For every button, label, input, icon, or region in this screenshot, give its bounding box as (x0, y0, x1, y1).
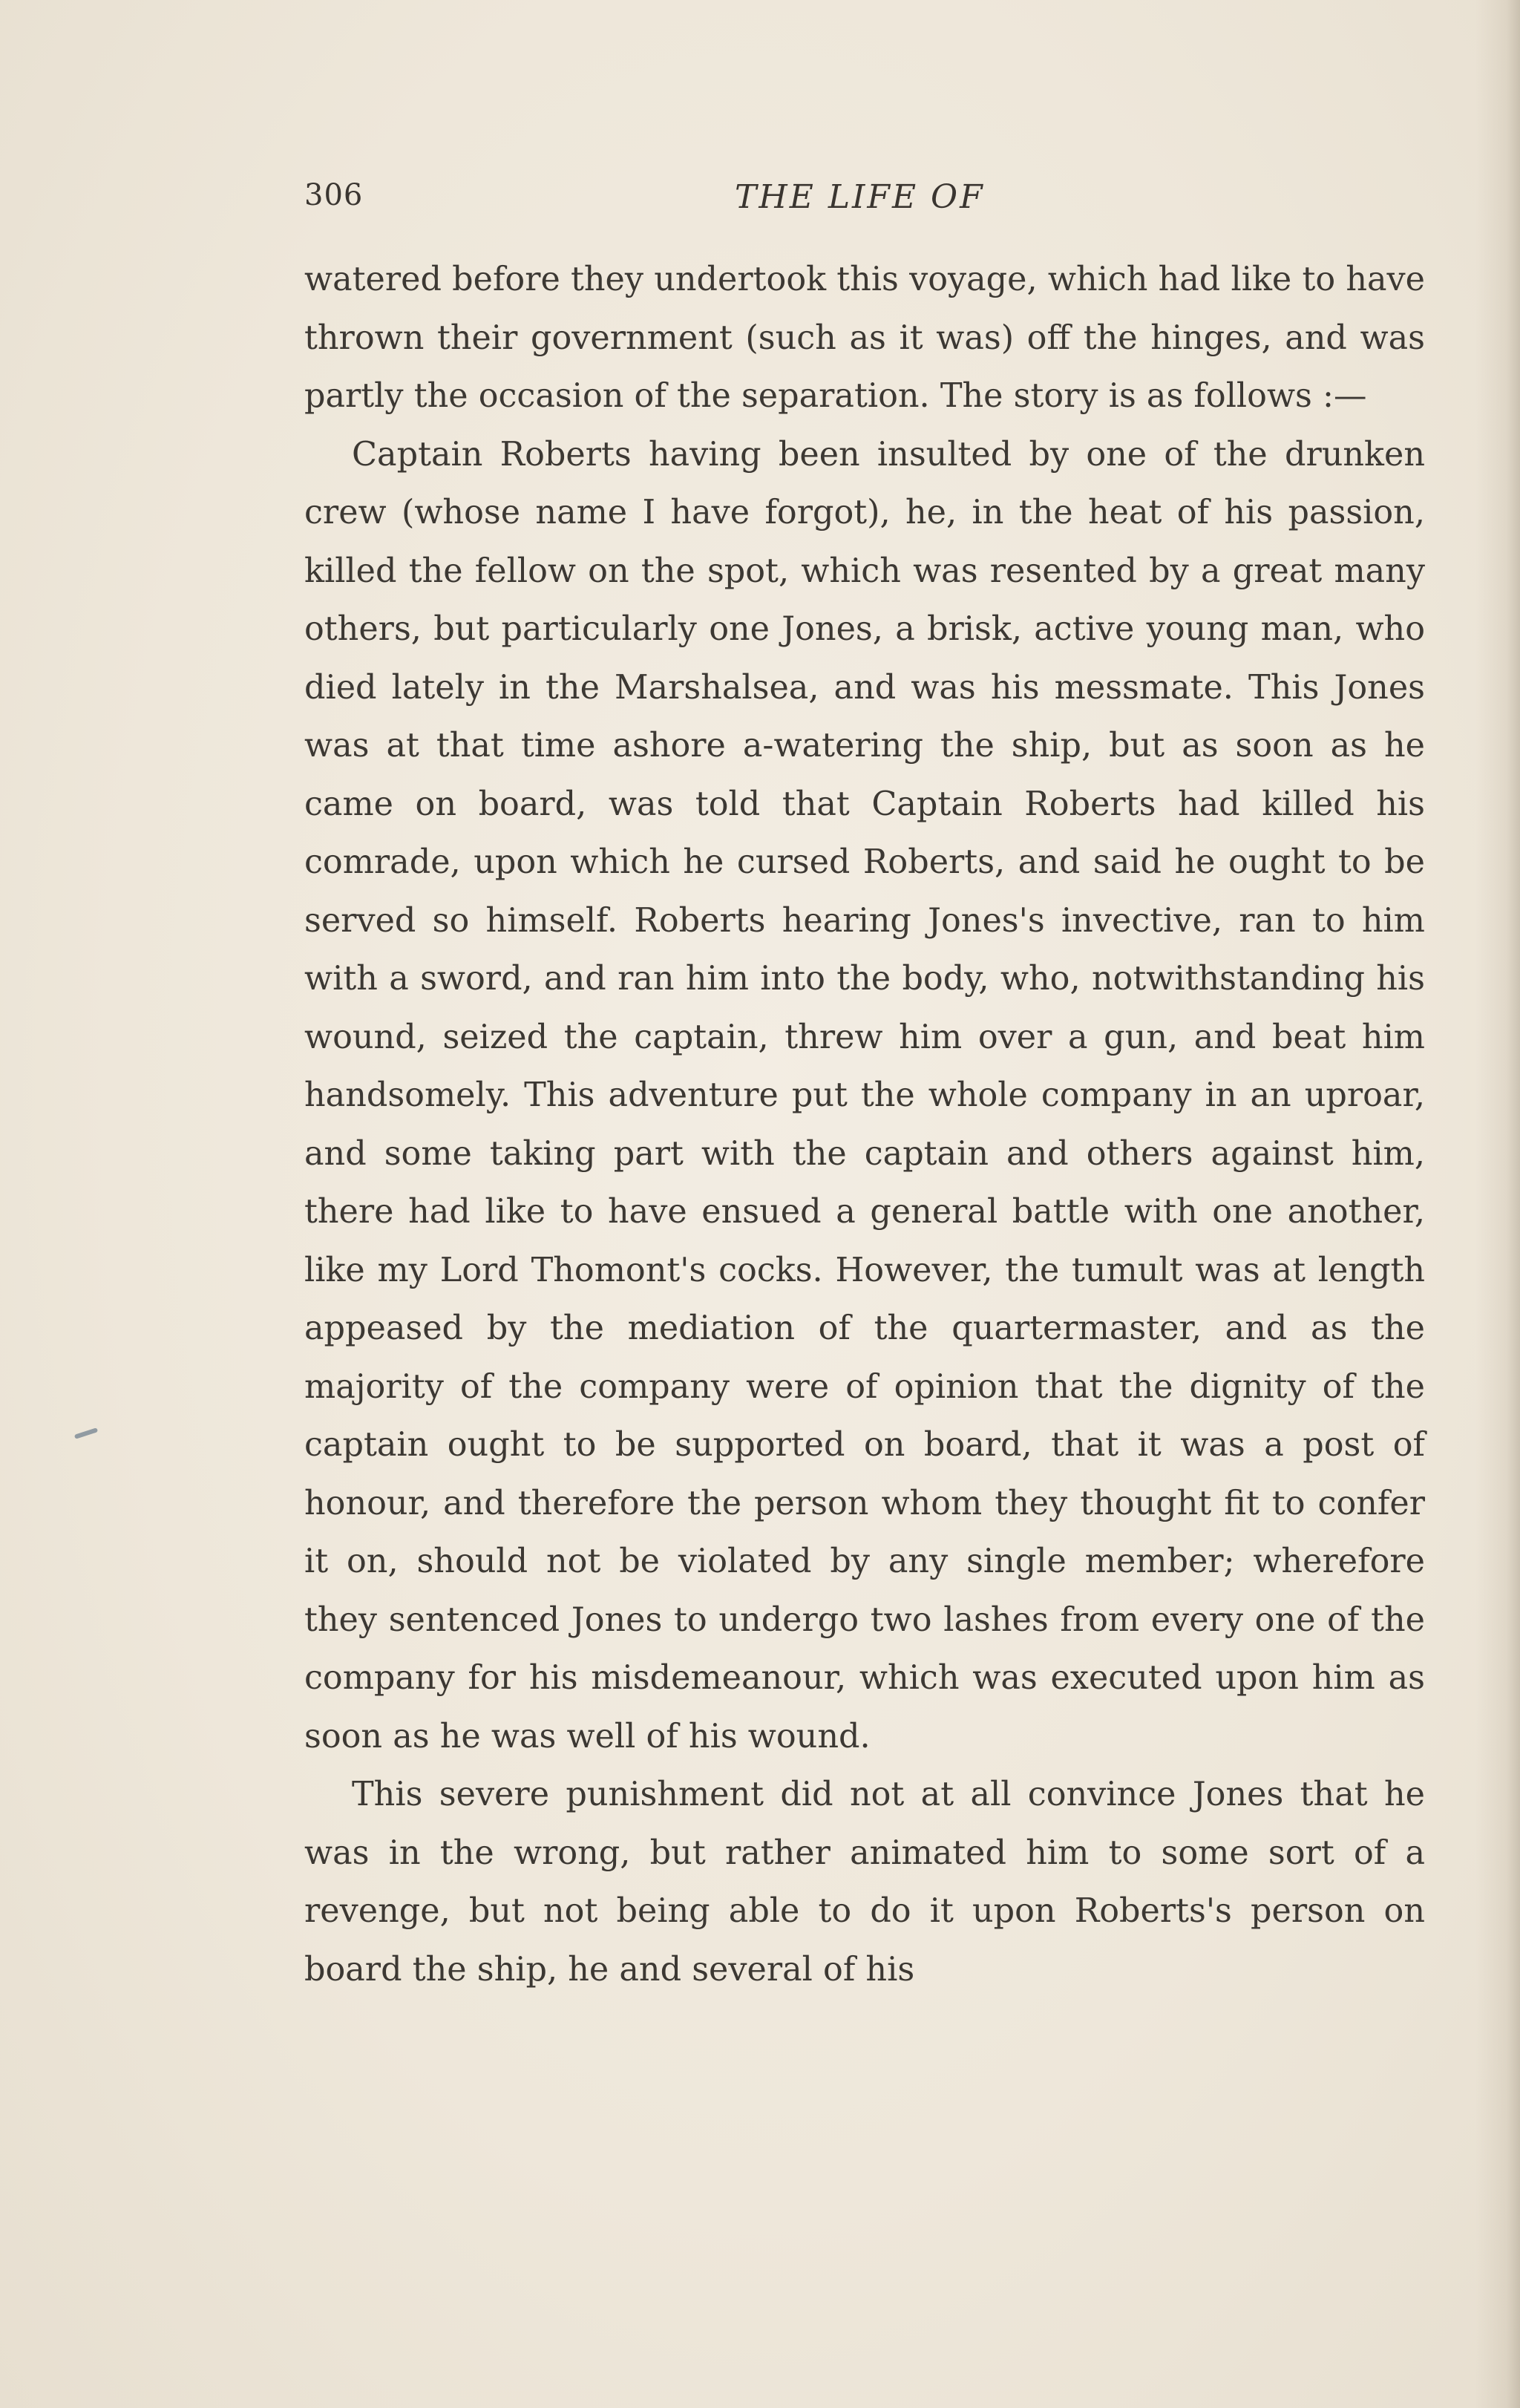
paragraph-3: This severe punishment did not at all convince Jones that he was in the wrong, but rather animated him to some sort of a revenge, but not being able to do it upon Roberts's person on board the ship, he and several of his (304, 1776, 1425, 1989)
running-head: THE LIFE OF (735, 178, 985, 216)
page-edge-shadow (1475, 0, 1520, 2408)
margin-pencil-mark (74, 1427, 98, 1439)
page-number: 306 (304, 178, 364, 212)
body-text (304, 251, 1425, 1999)
page-header (304, 178, 1425, 230)
paragraph-2: Captain Roberts having been insulted by one of the drunken crew (whose name I have forgot), he, in the heat of his passion, killed the fellow on the spot, which was resented by a great many others, but particularly one Jones, a brisk, active young man, who died lately in the Marshalsea, and was his messmate. This Jones was at that time ashore a-watering the ship, but as soon as he came on board, was told that Captain Roberts had killed his comrade, upon which he cursed Roberts, and said he ought to be served so himself. Roberts hearing Jones's invective, ran to him with a sword, and ran him into the body, who, notwithstanding his wound, seized the captain, threw him over a gun, and beat him handsomely. This adventure put the whole company in an uproar, and some taking part with the captain and others against him, there had like to have ensued a general battle with one another, like my Lord Thomont's cocks. However, the tumult was at length appeased by the mediation of the quartermaster, and as the majority of the company were of opinion that the dignity of the captain ought to be supported on board, that it was a post of honour, and therefore the person whom they thought fit to confer it on, should not be violated by any single member; wherefore they sentenced Jones to undergo two lashes from every one of the company for his misdemeanour, which was executed upon him as soon as he was well of his wound. (304, 435, 1425, 1756)
paragraph-1: watered before they undertook this voyage, which had like to have thrown their government (such as it was) off the hinges, and was partly the occasion of the separation. The story is as follows :— (304, 261, 1425, 415)
